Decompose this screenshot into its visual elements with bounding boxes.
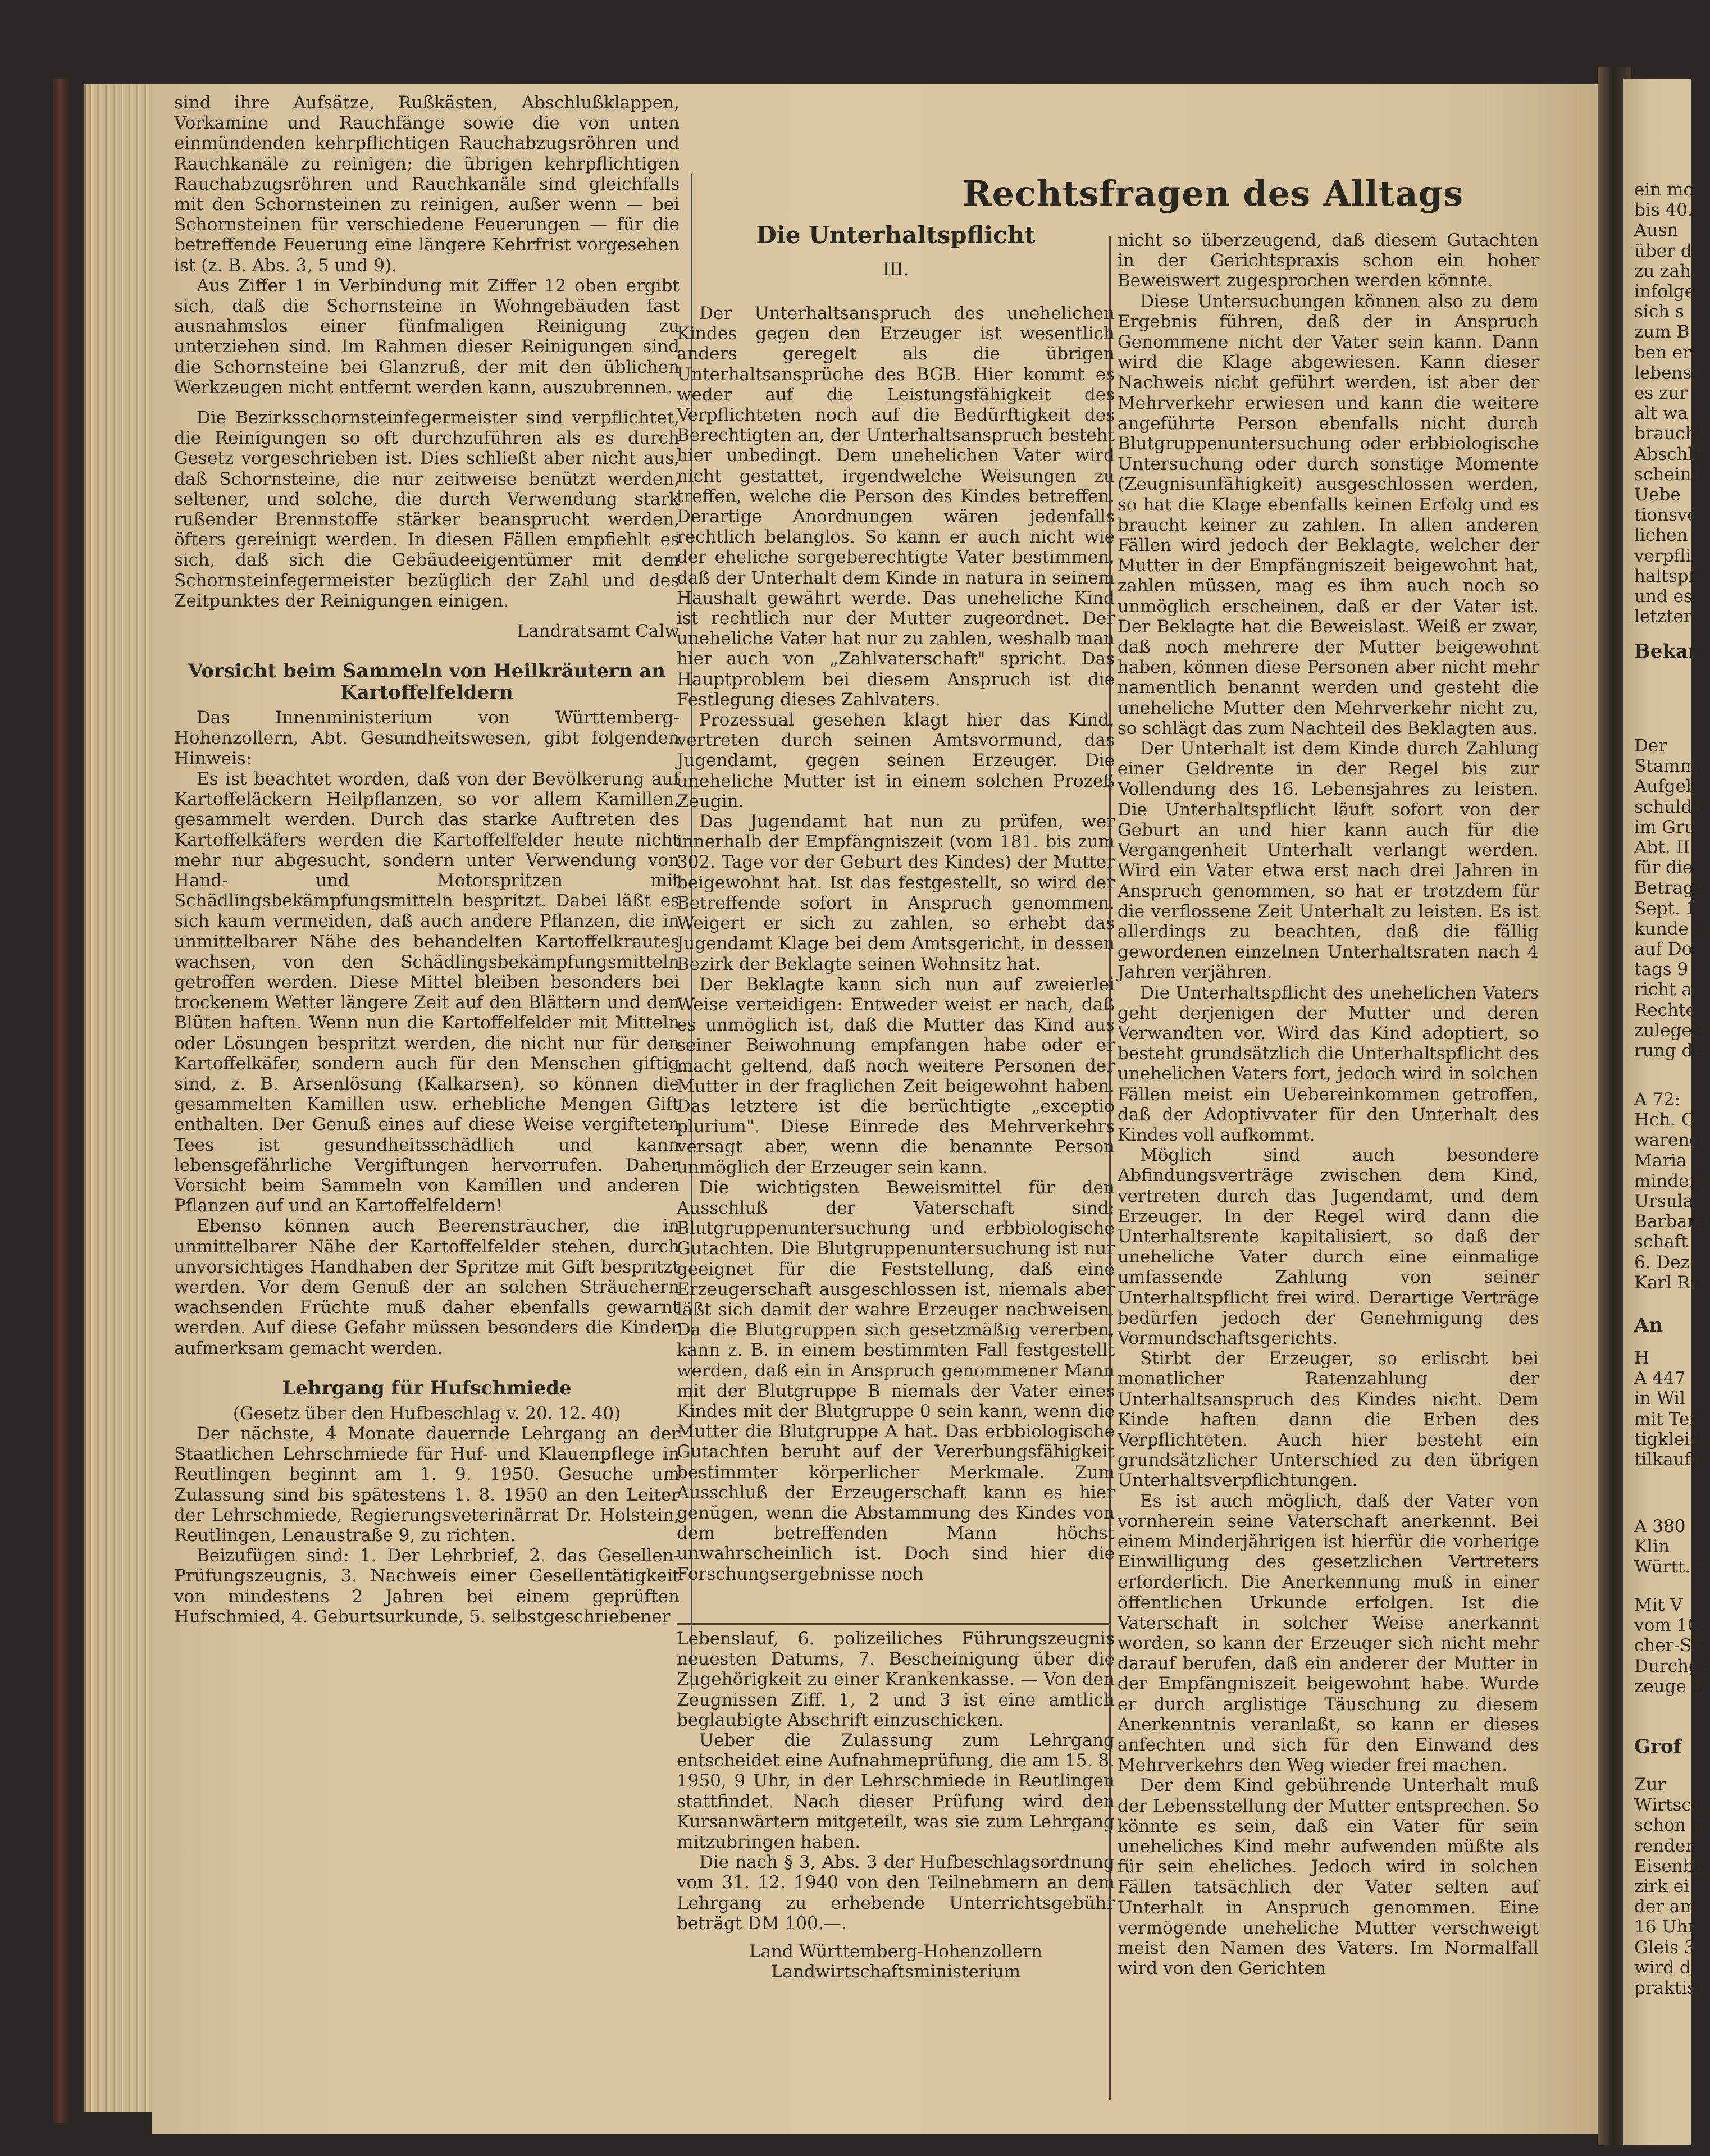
adjacent-text-line: cher-Str: [1634, 1635, 1707, 1656]
paragraph: Beizufügen sind: 1. Der Lehrbrief, 2. das Gesellen-Prüfungszeugnis, 3. Nachweis einer Gesellentätigkeit von mindestens 2 Jahren bei einem geprüften Hufschmied, 4. Geburtsurkunde, 5. selbstgeschriebener: [174, 1546, 680, 1627]
column-right: [1118, 230, 1539, 1979]
adjacent-text-line: A 72:: [1634, 1090, 1681, 1110]
adjacent-text-line: letzter: [1634, 607, 1692, 627]
adjacent-text-line: praktisc: [1634, 1978, 1706, 1999]
adjacent-text-line: tags 9: [1634, 959, 1689, 980]
adjacent-page: [1623, 79, 1710, 2145]
adjacent-text-line: Barbara: [1634, 1211, 1706, 1232]
adjacent-text-line: schaft: [1634, 1232, 1688, 1252]
article-part: III.: [882, 259, 909, 280]
adjacent-text-line: wareng: [1634, 1130, 1700, 1151]
adjacent-text-line: Aufgeb: [1634, 776, 1697, 797]
adjacent-block-4: [1623, 1348, 1702, 1470]
paragraph: Der Beklagte kann sich nun auf zweierlei Weise verteidigen: Entweder weist er nach, daß es unmöglich ist, daß die Mutter das Kind aus seiner Beiwohnung empfangen habe oder er macht geltend, daß noch weitere Personen der Mutter in der fraglichen Zeit beigewohnt haben. Das letztere ist die berüchtigte „exceptio plurium". Diese Einrede des Mehrverkehrs versagt aber, wenn die benannte Person unmöglich der Erzeuger sein kann.: [677, 974, 1115, 1178]
adjacent-text-line: Stamml: [1634, 756, 1702, 777]
column-middle-lower: [677, 1629, 1115, 1982]
adjacent-text-line: tilkaufn: [1634, 1450, 1702, 1470]
adjacent-text-line: schon n: [1634, 1815, 1703, 1836]
adjacent-block-5: [1623, 1516, 1707, 1578]
adjacent-text-line: Gleis 3: [1634, 1937, 1695, 1958]
adjacent-text-line: und es: [1634, 586, 1693, 607]
column-middle: [677, 303, 1115, 1584]
adjacent-text-line: bis 40.-: [1634, 200, 1699, 221]
adjacent-text-line: ben er: [1634, 342, 1691, 363]
paragraph: Aus Ziffer 1 in Verbindung mit Ziffer 12 oben ergibt sich, daß die Schornsteine in Wohngebäuden fast ausnahmslos einer fünfmaligen Reinigung zu unterziehen sind. Im Rahmen dieser Reinigungen sind die Schornsteine bei Glanzruß, der mit den üblichen Werkzeugen nicht entfernt werden kann, auszubrennen.: [174, 275, 680, 398]
adjacent-text-line: Abt. II: [1634, 837, 1690, 858]
adjacent-text-line: scheint: [1634, 464, 1698, 485]
paragraph: Der nächste, 4 Monate dauernde Lehrgang an der Staatlichen Lehrschmiede für Huf- und Klauenpflege in Reutlingen beginnt am 1. 9. 1950. Gesuche um Zulassung sind bis spätestens 1. 8. 1950 an den Leiter der Lehrschmiede, Regierungsveterinärrat Dr. Holstein, Reutlingen, Lenaustraße 9, zu richten.: [174, 1423, 680, 1546]
paragraph: Der Unterhaltsanspruch des unehelichen Kindes gegen den Erzeuger ist wesentlich anders geregelt als die übrigen Unterhaltsansprüche des BGB. Hier kommt es weder auf die Leistungsfähigkeit des Verpflichteten noch auf die Bedürftigkeit des Berechtigten an, der Unterhaltsanspruch besteht hier unbedingt. Dem unehelichen Vater wird nicht gestattet, irgendwelche Weisungen zu treffen, welche die Person des Kindes betreffen. Derartige Anordnungen wären jedenfalls rechtlich belanglos. So kann er auch nicht wie der eheliche sorgeberechtigte Vater bestimmen, daß der Unterhalt dem Kinde in natura in seinem Haushalt gewährt werde. Das uneheliche Kind ist rechtlich nur der Mutter zugeordnet. Der uneheliche Vater hat nur zu zahlen, weshalb man hier auch von „Zahlvaterschaft" spricht. Das Hauptproblem bei diesem Anspruch ist die Festlegung dieses Zahlvaters.: [677, 303, 1115, 710]
paragraph: nicht so überzeugend, daß diesem Gutachten in der Gerichtspraxis schon ein hoher Beweiswert zugesprochen werden könnte.: [1118, 230, 1539, 291]
law-reference: (Gesetz über den Hufbeschlag v. 20. 12. 40): [232, 1403, 621, 1424]
adjacent-text-line: Sept. 1: [1634, 898, 1697, 919]
paragraph: Lebenslauf, 6. polizeiliches Führungszeugnis neuesten Datums, 7. Bescheinigung über die Zugehörigkeit zu einer Krankenkasse. — Von den Zeugnissen Ziff. 1, 2 und 3 ist eine amtlich beglaubigte Abschrift einzuschicken.: [677, 1629, 1115, 1730]
adjacent-text-line: Betrage: [1634, 878, 1705, 899]
adjacent-text-line: Der: [1634, 736, 1667, 756]
adjacent-text-line: Hch. G: [1634, 1110, 1695, 1131]
section-rule: [677, 1623, 1109, 1625]
adjacent-text-line: über d: [1634, 240, 1692, 261]
adjacent-text-line: alt wa: [1634, 403, 1688, 424]
adjacent-text-line: rung de: [1634, 1041, 1703, 1061]
adjacent-text-line: vom 10.: [1634, 1615, 1704, 1636]
adjacent-text-line: A 447: [1634, 1368, 1686, 1389]
adjacent-text-line: richt a: [1634, 979, 1692, 1000]
heading-vorsicht: Vorsicht beim Sammeln von Heilkräutern an Kartoffelfeldern: [188, 660, 665, 704]
adjacent-text-line: lichen: [1634, 525, 1688, 546]
adjacent-heading-1: Bekar: [1634, 640, 1698, 663]
paragraph: Es ist auch möglich, daß der Vater von vornherein seine Vaterschaft anerkennt. Bei einem Minderjährigen ist hierfür die vorherige Einwilligung des gesetzlichen Vertreters erforderlich. Die Anerkennung muß in einer öffentlichen Urkunde erfolgen. Ist die Vaterschaft in solcher Weise anerkannt worden, so kann der Erzeuger sich nicht mehr darauf berufen, daß ein anderer der Mutter in der Empfängniszeit beigewohnt habe. Wurde er durch arglistige Täuschung zu diesem Anerkenntnis veranlaßt, so kann er dieses anfechten und sich für den Einwand des Mehrverkehrs den Weg wieder frei machen.: [1118, 1490, 1539, 1776]
adjacent-text-line: zeuge b: [1634, 1676, 1703, 1697]
adjacent-text-line: braucht: [1634, 423, 1703, 444]
section-title: Rechtsfragen des Alltags: [963, 173, 1463, 214]
adjacent-text-line: Maria: [1634, 1150, 1687, 1171]
adjacent-text-line: Eisenba: [1634, 1856, 1705, 1876]
adjacent-text-line: 16 Uhr: [1634, 1917, 1697, 1938]
column-left: [174, 93, 680, 1627]
paragraph: sind ihre Aufsätze, Rußkästen, Abschlußklappen, Vorkamine und Rauchfänge sowie die von unten einmündenden kehrpflichtigen Rauchabzugsröhren und Rauchkanäle zu reinigen; die übrigen kehrpflichtigen Rauchabzugsröhren und Rauchkanäle sind gleichfalls mit den Schornsteinen zu reinigen, außer wenn — bei Schornsteinen für verschiedene Feuerungen — für die betreffende Feuerung eine längere Kehrfrist vorgesehen ist (z. B. Abs. 3, 5 und 9).: [174, 93, 680, 276]
paragraph: Die Bezirksschornsteinfegermeister sind verpflichtet, die Reinigungen so oft durchzuführen als es durch Gesetz vorgeschrieben ist. Dies schließt aber nicht aus, daß Schornsteine, die nur zeitweise benützt werden, seltener, und solche, die durch Verwendung stark rußender Brennstoffe stärker beansprucht werden, öfters gereinigt werden. In diesen Fällen empfiehlt es sich, daß sich die Gebäudeeigentümer mit dem Schornsteinfegermeister bezüglich der Zahl und des Zeitpunktes der Reinigungen einigen.: [174, 408, 680, 611]
adjacent-text-line: schuldb: [1634, 796, 1703, 817]
adjacent-text-line: wird di: [1634, 1957, 1697, 1978]
adjacent-text-line: haltspf: [1634, 566, 1695, 586]
adjacent-text-line: zum B: [1634, 322, 1690, 343]
adjacent-text-line: Durchga: [1634, 1656, 1710, 1676]
paragraph: Ueber die Zulassung zum Lehrgang entscheidet eine Aufnahmeprüfung, die am 15. 8. 1950, 9 Uhr, in der Lehrschmiede in Reutlingen stattfindet. Nach dieser Prüfung wird den Kursanwärtern mitgeteilt, was sie zum Lehrgang mitzubringen haben.: [677, 1730, 1115, 1853]
adjacent-heading-3: Grof: [1634, 1735, 1682, 1758]
paragraph: Der Unterhalt ist dem Kinde durch Zahlung einer Geldrente in der Regel bis zur Vollendung des 16. Lebensjahres zu leisten. Die Unterhaltspflicht läuft sofort von der Geburt an und hier kann auch für die Vergangenheit Unterhalt verlangt werden. Wird ein Vater etwa erst nach drei Jahren in Anspruch genommen, so hat er trotzdem für die verflossene Zeit Unterhalt zu leisten. Es ist allerdings zu beachten, daß die fällig gewordenen einzelnen Unterhaltsraten nach 4 Jahren verjähren.: [1118, 739, 1539, 983]
adjacent-text-line: lebensl: [1634, 362, 1698, 383]
adjacent-text-line: mit Tex: [1634, 1409, 1699, 1429]
adjacent-text-line: infolge: [1634, 281, 1695, 302]
article-title: Die Unterhaltspflicht: [756, 221, 1036, 249]
adjacent-text-line: renden: [1634, 1835, 1697, 1856]
paragraph: Prozessual gesehen klagt hier das Kind, vertreten durch seinen Amtsvormund, das Jugendamt, gegen seinen Erzeuger. Die uneheliche Mutter ist in einem solchen Prozeß Zeugin.: [677, 710, 1115, 812]
adjacent-text-line: Ausn: [1634, 220, 1679, 241]
paragraph: Das Innenministerium von Württemberg-Hohenzollern, Abt. Gesundheitswesen, gibt folgenden Hinweis:: [174, 708, 680, 769]
paragraph: Stirbt der Erzeuger, so erlischt bei monatlicher Ratenzahlung der Unterhaltsanspruch des Kindes nicht. Dem Kinde haften dann die Erben des Verpflichteten. Auch hier besteht ein grundsätzlicher Unterschied zu den übrigen Unterhaltsverpflichtungen.: [1118, 1348, 1539, 1491]
paragraph: Die Unterhaltspflicht des unehelichen Vaters geht derjenigen der Mutter und deren Verwandten vor. Wird das Kind adoptiert, so besteht grundsätzlich die Unterhaltspflicht des unehelichen Vaters fort, jedoch wird in solchen Fällen meist ein Uebereinkommen getroffen, daß der Adoptivvater für den Unterhalt des Kindes voll aufkommt.: [1118, 982, 1539, 1145]
adjacent-text-line: Wirtsch: [1634, 1795, 1703, 1816]
adjacent-text-line: A 380 -: [1634, 1516, 1697, 1537]
adjacent-text-line: Karl Re: [1634, 1272, 1700, 1293]
paragraph: Die nach § 3, Abs. 3 der Hufbeschlagsordnung vom 31. 12. 1940 von den Teilnehmern an dem Lehrgang zu erhebende Unterrichtsgebühr beträgt DM 100.—.: [677, 1852, 1115, 1934]
adjacent-text-line: Abschlu: [1634, 444, 1705, 464]
adjacent-text-line: minderj: [1634, 1170, 1703, 1191]
adjacent-text-line: ein mo: [1634, 180, 1694, 200]
adjacent-text-line: zulegen: [1634, 1020, 1703, 1041]
adjacent-block-1: [1623, 180, 1704, 627]
adjacent-text-line: in Wil: [1634, 1388, 1685, 1409]
adjacent-text-line: tionsve: [1634, 505, 1698, 526]
adjacent-text-line: Mit V: [1634, 1595, 1683, 1615]
adjacent-text-line: tigkleid: [1634, 1429, 1702, 1450]
adjacent-text-line: Württ. 1: [1634, 1557, 1707, 1578]
signature-line-2: Landwirtschaftsministerium: [770, 1962, 1021, 1982]
page-stack-edge: [84, 84, 153, 2112]
adjacent-heading-2: An: [1634, 1314, 1663, 1337]
adjacent-text-line: sich s: [1634, 302, 1684, 322]
adjacent-text-line: 6. Deze: [1634, 1252, 1700, 1273]
adjacent-block-7: [1623, 1775, 1706, 1998]
adjacent-block-3: [1623, 1090, 1706, 1293]
adjacent-text-line: verpflic: [1634, 545, 1701, 566]
paragraph: Es ist beachtet worden, daß von der Bevölkerung auf Kartoffeläckern Heilpflanzen, so vor allem Kamillen, gesammelt werden. Durch das starke Auftreten des Kartoffelkäfers werden die Kartoffelfelder heute nicht mehr nur abgesucht, sondern unter Verwendung von Hand- und Motorspritzen mit Schädlingsbekämpfungsmitteln bespritzt. Dabei läßt es sich kaum vermeiden, daß auch andere Pflanzen, die in unmittelbarer Nähe des behandelten Kartoffelkrautes wachsen, von den Schädlingsbekämpfungsmitteln getroffen werden. Diese Mittel bleiben besonders bei trockenem Wetter längere Zeit auf den Blättern und den Blüten haften. Wenn nun die Kartoffelfelder mit Mitteln oder Lösungen bespritzt werden, die nicht nur für den Kartoffelkäfer, sondern auch für den Menschen giftig sind, z. B. Arsenlösung (Kalkarsen), so können die gesammelten Kamillen usw. erhebliche Mengen Gift enthalten. Der Genuß eines auf diese Weise vergifteten Tees ist gesundheitsschädlich und kann lebensgefährliche Vergiftungen hervorrufen. Daher Vorsicht beim Sammeln von Kamillen und anderen Pflanzen auf und an Kartoffelfeldern!: [174, 768, 680, 1216]
adjacent-block-6: [1623, 1595, 1710, 1697]
heading-lehrgang: Lehrgang für Hufschmiede: [282, 1376, 572, 1400]
signature: Landratsamt Calw: [517, 621, 680, 642]
paragraph: Ebenso können auch Beerensträucher, die in unmittelbarer Nähe der Kartoffelfelder stehen, durch unvorsichtiges Handhaben der Spritze mit Gift bespritzt werden. Vor dem Genuß der an solchen Sträuchern wachsenden Früchte muß daher ebenfalls gewarnt werden. Auf diese Gefahr müssen besonders die Kinder aufmerksam gemacht werden.: [174, 1216, 680, 1359]
adjacent-text-line: Klin: [1634, 1537, 1670, 1557]
adjacent-text-line: zu zah: [1634, 261, 1691, 281]
book-cover-edge: [53, 79, 70, 2123]
adjacent-text-line: auf Do: [1634, 939, 1693, 960]
adjacent-text-line: im Gru: [1634, 817, 1695, 837]
adjacent-text-line: Ursula,: [1634, 1191, 1699, 1212]
paragraph: Diese Untersuchungen können also zu dem Ergebnis führen, daß der in Anspruch Genommene nicht der Vater sein kann. Dann wird die Klage abgewiesen. Kann dieser Nachweis nicht geführt werden, ist aber der Mehrverkehr erwiesen und kann die weitere angeführte Person ebenfalls nicht durch Blutgruppenuntersuchung oder erbbiologische Untersuchung oder durch sonstige Momente (Zeugnisunfähigkeit) ausgeschlossen werden, so hat die Klage ebenfalls keinen Erfolg und es braucht keiner zu zahlen. In allen anderen Fällen wird jedoch der Beklagte, welcher der Mutter in der Empfängniszeit beigewohnt hat, zahlen müssen, mag es ihm auch noch so unmöglich erscheinen, daß er der Vater ist. Der Beklagte hat die Beweislast. Weiß er zwar, daß noch mehrere der Mutter beigewohnt haben, können diese Personen aber nicht mehr namentlich benannt werden und gesteht die uneheliche Mutter den Mehrverkehr nicht zu, so schlägt das zum Nachteil des Beklagten aus.: [1118, 291, 1539, 739]
adjacent-text-line: Zur: [1634, 1775, 1666, 1795]
paragraph: Die wichtigsten Beweismittel für den Ausschluß der Vaterschaft sind: Blutgruppenuntersuchung und erbbiologische Gutachten. Die Blutgruppenuntersuchung ist nur geeignet für die Feststellung, daß eine Erzeugerschaft ausgeschlossen ist, niemals aber läßt sich damit der wahre Erzeuger nachweisen. Da die Blutgruppen sich gesetzmäßig vererben, kann z. B. in einem bestimmten Fall festgestellt werden, daß ein in Anspruch genommener Mann mit der Blutgruppe B niemals der Vater eines Kindes mit der Blutgruppe 0 sein kann, wenn die Mutter die Blutgruppe A hat. Das erbbiologische Gutachten beruht auf der Vererbungsfähigkeit bestimmter körperlicher Merkmale. Zum Ausschluß der Erzeugerschaft kann es hier genügen, wenn die Abstammung des Kindes von dem betreffenden Mann höchst unwahrscheinlich ist. Doch sind hier die Forschungsergebnisse noch: [677, 1177, 1115, 1584]
adjacent-text-line: Uebe: [1634, 485, 1681, 505]
adjacent-block-2: [1623, 736, 1704, 1061]
adjacent-text-line: der am: [1634, 1897, 1697, 1917]
adjacent-text-line: H: [1634, 1348, 1650, 1368]
paragraph: Der dem Kind gebührende Unterhalt muß der Lebensstellung der Mutter entsprechen. So könnte es sein, daß ein Vater für sein uneheliches Kind mehr aufwenden müßte als für sein eheliches. Jedoch wird in solchen Fällen tatsächlich der Vater selten auf Unterhalt in Anspruch genommen. Eine vermögende uneheliche Mutter verschweigt meist den Namen des Vaters. Im Normalfall wird von den Gerichten: [1118, 1775, 1539, 1979]
adjacent-text-line: zirk ei: [1634, 1876, 1689, 1897]
signature-line-1: Land Württemberg-Hohenzollern: [749, 1941, 1043, 1962]
adjacent-text-line: es zur: [1634, 383, 1688, 404]
adjacent-text-line: für die: [1634, 858, 1693, 878]
paragraph: Möglich sind auch besondere Abfindungsverträge zwischen dem Kind, vertreten durch das Jugendamt, und dem Erzeuger. In der Regel wird dann die Unterhaltsrente kapitalisiert, so daß der uneheliche Vater durch eine einmalige umfassende Zahlung von seiner Unterhaltspflicht frei wird. Derartige Verträge bedürfen jedoch der Genehmigung des Vormundschaftsgerichts.: [1118, 1145, 1539, 1348]
paragraph: Das Jugendamt hat nun zu prüfen, wer innerhalb der Empfängniszeit (vom 181. bis zum 302. Tage vor der Geburt des Kindes) der Mutter beigewohnt hat. Ist das festgestellt, so wird der Betreffende sofort in Anspruch genommen. Weigert er sich zu zahlen, so erhebt das Jugendamt Klage bei dem Amtsgericht, in dessen Bezirk der Beklagte seinen Wohnsitz hat.: [677, 812, 1115, 974]
adjacent-text-line: kunde v: [1634, 918, 1704, 939]
adjacent-text-line: Rechte: [1634, 1000, 1696, 1020]
